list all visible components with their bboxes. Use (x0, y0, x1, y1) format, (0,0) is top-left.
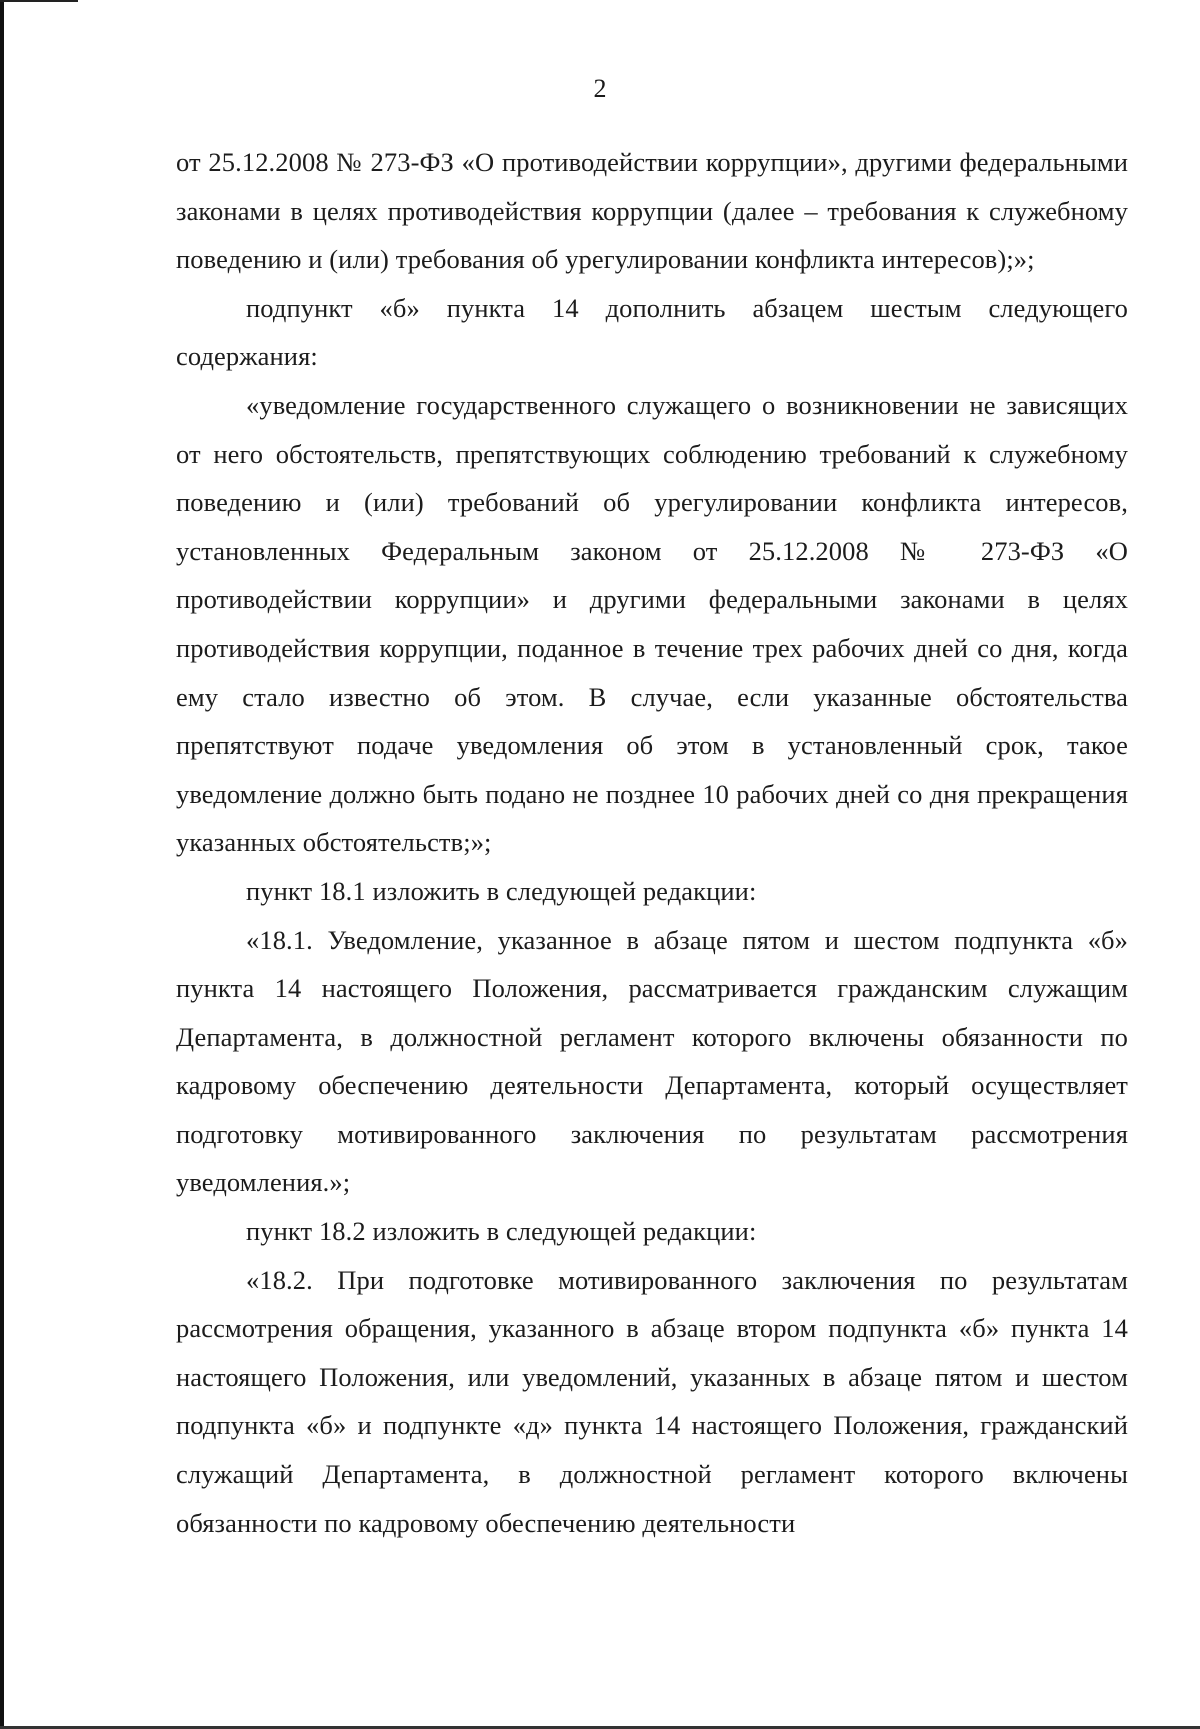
scan-top-line (0, 0, 78, 2)
paragraph-amendment-14b: подпункт «б» пункта 14 дополнить абзацем шестым следующего содержания: (176, 292, 1128, 372)
paragraph-18-1-text: «18.1. Уведомление, указанное в абзаце пятом и шестом подпункта «б» пункта 14 настоящего Положения, рассматривается гражданским служащим Департамента, в должностной регламент которого включены обязанности по кадровому обеспечению деятельности Департамента, который осуществляет подготовку мотивированного заключения по результатам рассмотрения уведомления.»; (176, 924, 1128, 1198)
paragraph-notification-text: «уведомление государственного служащего о возникновении не зависящих от него обстоятельств, препятствующих соблюдению требований к служебному поведению и (или) требований об урегулировании конфликта интересов, установленных Федеральным законом от 25.12.2008 № 273-ФЗ «О противодействии коррупции» и другими федеральными законами в целях противодействия коррупции, поданное в течение трех рабочих дней со дня, когда ему стало известно об этом. В случае, если указанные обстоятельства препятствуют подаче уведомления об этом в установленный срок, такое уведомление должно быть подано не позднее 10 рабочих дней со дня прекращения указанных обстоятельств;»; (176, 389, 1128, 858)
scan-edge-left (0, 0, 4, 1729)
paragraph-continuation: от 25.12.2008 № 273-ФЗ «О противодействии коррупции», другими федеральными законами в целях противодействия коррупции (далее – требования к служебному поведению и (или) требования об урегулировании конфликта интересов);»; (176, 147, 1128, 275)
page-number: 2 (593, 74, 607, 103)
paragraph-amendment-18-1: пункт 18.1 изложить в следующей редакции: (246, 875, 757, 906)
paragraph-18-2-text: «18.2. При подготовке мотивированного заключения по результатам рассмотрения обращения, указанного в абзаце втором подпункта «б» пункта 14 настоящего Положения, или уведомлений, указанных в абзаце пятом и шестом подпункта «б» и подпункте «д» пункта 14 настоящего Положения, гражданский служащий Департамента, в должностной регламент которого включены обязанности по кадровому обеспечению деятельности (176, 1264, 1128, 1538)
paragraph-amendment-18-2: пункт 18.2 изложить в следующей редакции: (246, 1216, 757, 1247)
document-body (176, 138, 1128, 1547)
